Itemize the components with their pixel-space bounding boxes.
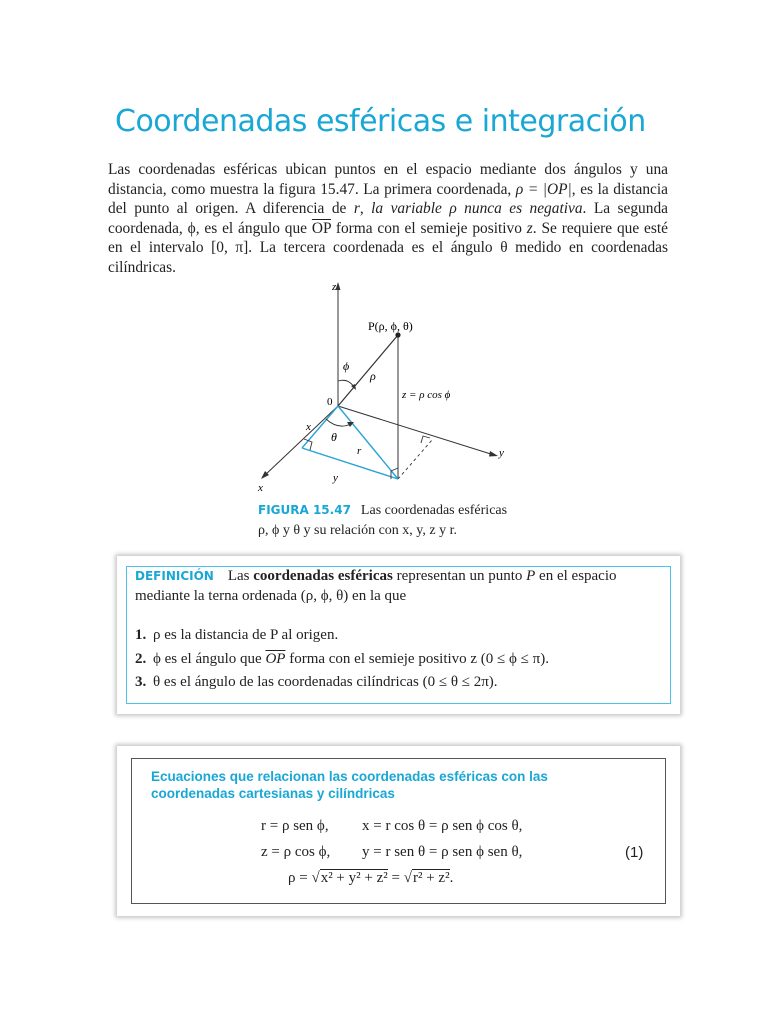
equations-heading: Ecuaciones que relacionan las coordenadas esféricas con las coordenadas cartesianas y cilíndricas xyxy=(151,769,548,801)
definition-label: DEFINICIÓN xyxy=(135,569,214,583)
intro-paragraph: Las coordenadas esféricas ubican puntos en el espacio mediante dos ángulos y una distancia, como muestra la figura 15.47. La primera coordenada, ρ = |OP|, es la distancia del punto al origen. A diferencia de r, la variable ρ nunca es negativa. La segunda coordenada, ϕ, es el ángulo que $\overline{OP}$ forma con el semieje positivo z. Se requiere que esté en el intervalo [0, π]. La tercera coordenada es el ángulo θ medido en coordenadas cilíndricas. xyxy=(108,161,668,276)
figure-number: FIGURA 15.47 xyxy=(258,503,351,517)
equation-x: x = r cos θ = ρ sen ϕ cos θ, xyxy=(362,818,523,834)
x-dashed xyxy=(398,440,432,479)
definition-text: DEFINICIÓN Las coordenadas esféricas representan un punto P en el espacio mediante la terna ordenada (ρ, ϕ, θ) en la que xyxy=(135,568,617,604)
definition-item: 3. θ es el ángulo de las coordenadas cilíndricas (0 ≤ θ ≤ 2π). xyxy=(135,674,498,690)
equation-y: y = r sen θ = ρ sen ϕ sen θ, xyxy=(362,844,523,860)
y-axis-label: y xyxy=(499,447,504,459)
equation-number: (1) xyxy=(625,844,644,861)
z-axis-label: z xyxy=(332,281,337,293)
spherical-coordinates-figure xyxy=(250,278,530,498)
figure-caption: FIGURA 15.47 Las coordenadas esféricas ρ, ϕ y θ y su relación con x, y, z y r. xyxy=(258,503,508,538)
definition-item: 2. ϕ es el ángulo que $\overline{OP}$ forma con el semieje positivo z (0 ≤ ϕ ≤ π). xyxy=(135,650,549,667)
rho-label: ρ xyxy=(370,369,376,383)
phi-label: ϕ xyxy=(343,359,350,373)
definition-box xyxy=(117,556,680,714)
y-component xyxy=(302,448,398,479)
x-axis-label: x xyxy=(258,482,263,494)
theta-label: θ xyxy=(331,430,337,444)
r-segment xyxy=(338,406,398,479)
r-label: r xyxy=(357,445,362,457)
page-title: Coordenadas esféricas e integración xyxy=(115,104,646,139)
y-axis xyxy=(338,406,494,455)
point-p xyxy=(395,332,400,337)
definition-list xyxy=(135,624,670,695)
equation-z: z = ρ cos ϕ, xyxy=(261,844,331,860)
height-label: z = ρ cos ϕ xyxy=(402,389,451,401)
origin-label: 0 xyxy=(327,396,333,408)
point-label: P(ρ, ϕ, θ) xyxy=(368,319,413,333)
x-axis xyxy=(264,406,338,476)
equation-r: r = ρ sen ϕ, xyxy=(261,818,329,834)
equation-rho: ρ = √x² + y² + z² = √r² + z². xyxy=(288,870,454,886)
definition-item: 1. ρ es la distancia de P al origen. xyxy=(135,627,339,643)
y-segment-label: y xyxy=(333,472,338,484)
theta-arc xyxy=(326,419,351,426)
equations-box xyxy=(117,746,680,916)
x-segment-label: x xyxy=(306,421,311,433)
